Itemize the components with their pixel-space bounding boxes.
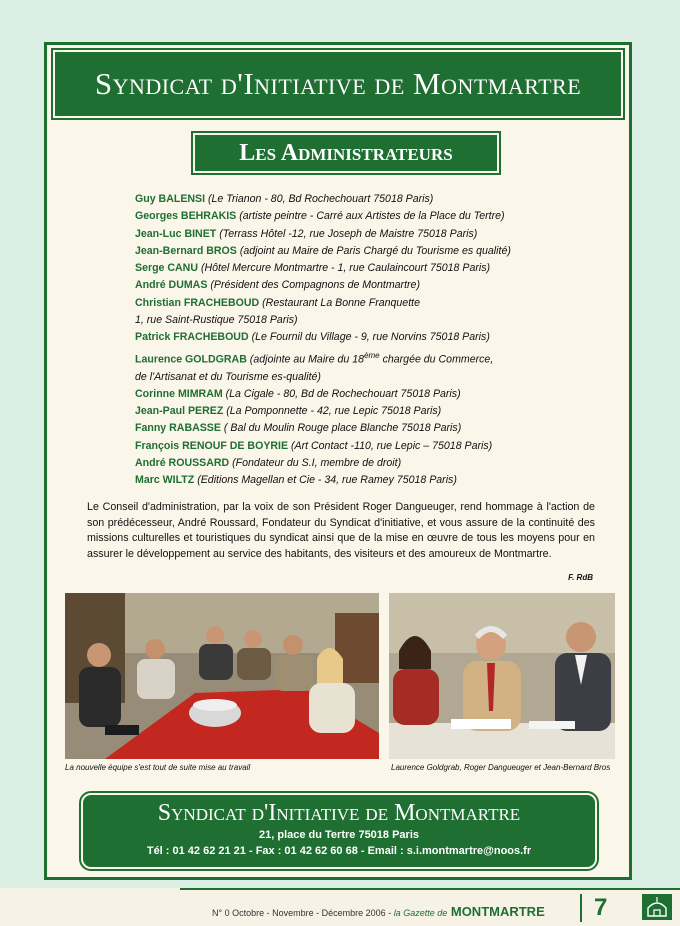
officials-photo xyxy=(389,593,615,759)
issue-period: Octobre - Novembre - Décembre 2006 xyxy=(232,908,386,918)
team-meeting-illustration xyxy=(65,593,379,759)
officials-illustration xyxy=(389,593,615,759)
footer-separator xyxy=(580,894,582,922)
list-item: Guy BALENSI (Le Trianon - 80, Bd Rochechouart 75018 Paris) xyxy=(135,193,434,205)
list-item: Jean-Bernard BROS (adjoint au Maire de Paris Chargé du Tourisme es qualité) xyxy=(135,244,511,257)
magazine-title: la Gazette de MONTMARTRE xyxy=(393,904,545,919)
issue-number: N° 0 xyxy=(212,908,230,918)
list-item: Marc WILTZ (Editions Magellan et Cie - 34, rue Ramey 75018 Paris) xyxy=(135,474,457,487)
page-number: 7 xyxy=(594,894,608,921)
administrators-list xyxy=(135,191,615,490)
list-item: André ROUSSARD (Fondateur du S.I, membre de droit) xyxy=(135,456,402,469)
right-photo-caption: Laurence Goldgrab, Roger Dangueuger et Jean-Bernard Bros xyxy=(391,763,611,772)
list-item: Patrick FRACHEBOUD (Le Fournil du Village - 9, rue Norvins 75018 Paris) xyxy=(135,331,490,344)
list-item: Jean-Luc BINET (Terrass Hôtel -12, rue Joseph de Maistre 75018 Paris) xyxy=(135,227,478,240)
contact-address: 21, place du Tertre 75018 Paris xyxy=(259,829,419,841)
article-frame xyxy=(44,42,632,880)
header-title: Syndicat d'Initiative de Montmartre xyxy=(53,50,623,118)
list-item: Christian FRACHEBOUD (Restaurant La Bonne Franquette 1, rue Saint-Rustique 75018 Paris) xyxy=(135,296,420,327)
page-footer xyxy=(0,888,680,926)
montmartre-logo-icon xyxy=(642,894,672,920)
footer-issue-info: N° 0 Octobre - Novembre - Décembre 2006 - la Gazette de MONTMARTRE xyxy=(212,904,545,919)
list-item: Georges BEHRAKIS (artiste peintre - Carré aux Artistes de la Place du Tertre) xyxy=(135,210,505,223)
section-title: Les Administrateurs xyxy=(193,133,499,173)
list-item: André DUMAS (Président des Compagnons de Montmartre) xyxy=(135,279,420,292)
footer-divider xyxy=(180,888,680,890)
contact-title: Syndicat d'Initiative de Montmartre xyxy=(157,800,521,826)
signature: F. RdB xyxy=(568,573,593,582)
list-item: Jean-Paul PEREZ (La Pomponnette - 42, rue Lepic 75018 Paris) xyxy=(135,405,442,418)
contact-phone-email: Tél : 01 42 62 21 21 - Fax : 01 42 62 60 68 - Email : s.i.montmartre@noos.fr xyxy=(146,845,532,857)
list-item: Serge CANU (Hôtel Mercure Montmartre - 1, rue Caulaincourt 75018 Paris) xyxy=(135,262,491,275)
contact-box xyxy=(81,793,597,869)
list-item: Laurence GOLDGRAB (adjointe au Maire du 18ème chargée du Commerce, de l'Artisanat et du Tourisme es-qualité) xyxy=(135,350,494,383)
list-item: François RENOUF DE BOYRIE (Art Contact -110, rue Lepic – 75018 Paris) xyxy=(135,439,493,452)
body-paragraph: Le Conseil d'administration, par la voix de son Président Roger Dangueuger, rend hommage à l'action de son prédécesseur, André Roussard, Fondateur du Syndicat d'initiative, et vous assure de la continuité des missions culturelles et touristiques du syndicat ainsi que de la mise en œuvre de tous les moyens pour en assurer le développement au service des habitants, des visiteurs et des amoureux de Montmartre. xyxy=(87,501,595,560)
team-meeting-photo xyxy=(65,593,379,759)
left-photo-caption: La nouvelle équipe s'est tout de suite mise au travail xyxy=(65,763,251,772)
list-item: Corinne MIMRAM (La Cigale - 80, Bd de Rochechouart 75018 Paris) xyxy=(135,387,461,400)
list-item: Fanny RABASSE ( Bal du Moulin Rouge place Blanche 75018 Paris) xyxy=(135,422,462,435)
